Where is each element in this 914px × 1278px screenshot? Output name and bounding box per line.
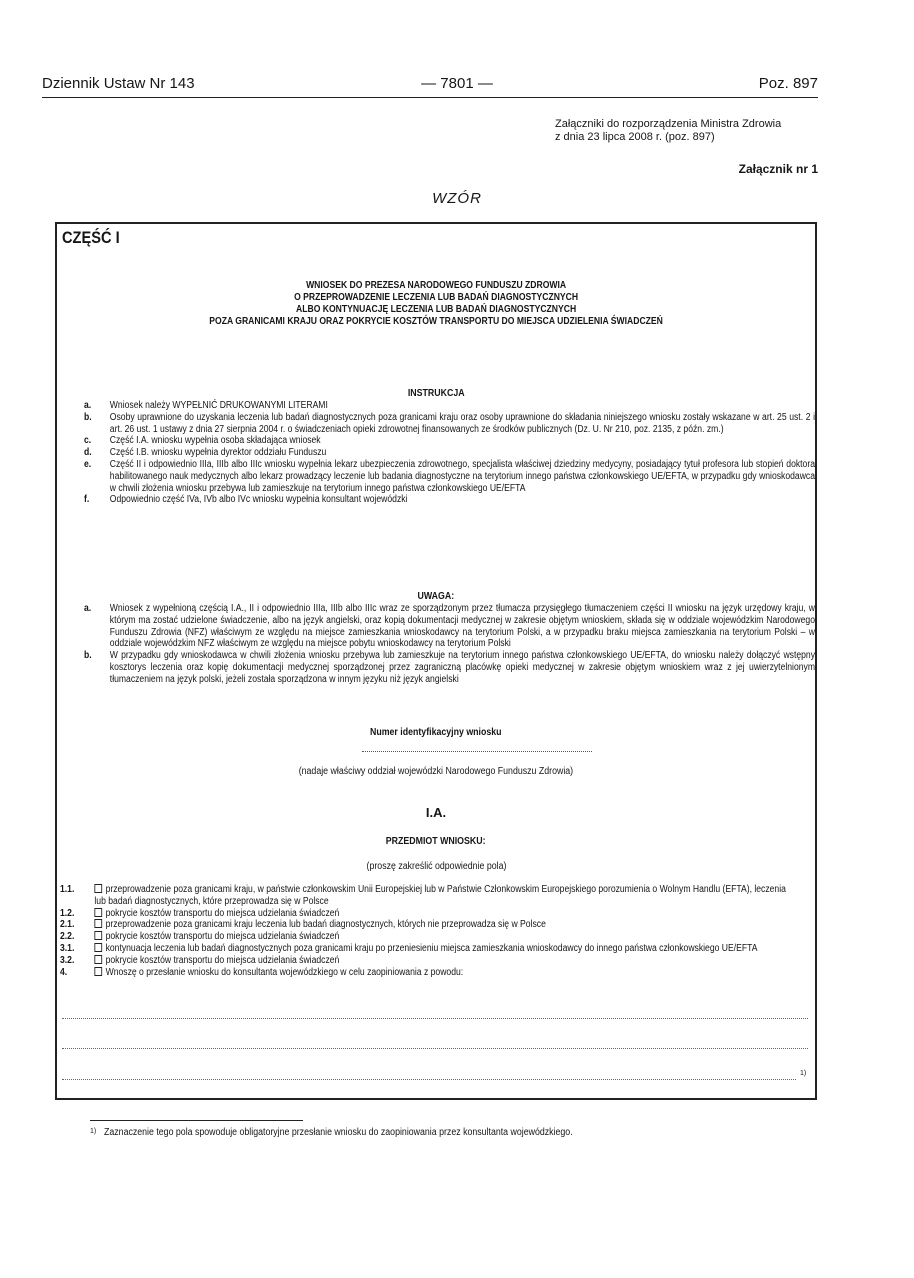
attachments-note xyxy=(555,118,781,144)
template-label: WZÓR xyxy=(432,190,482,207)
id-label: Numer identyfikacyjny wniosku xyxy=(370,727,502,738)
checkbox[interactable] xyxy=(94,967,102,976)
form-title xyxy=(62,280,810,328)
id-note: (nadaje właściwy oddział wojewódzki Narodowego Funduszu Zdrowia) xyxy=(298,766,574,777)
option-row: 3.1. kontynuacja leczenia lub badań diagnostycznych poza granicami kraju po przeniesieniu miejsca zamieszkania wnioskodawcy do innego państwa członkowskiego UE/EFTA xyxy=(60,942,758,954)
form-title-line: WNIOSEK DO PREZESA NARODOWEGO FUNDUSZU ZDROWIA xyxy=(306,280,567,291)
option-row: 4. Wnoszę o przesłanie wniosku do konsultanta wojewódzkiego w celu zaopiniowania z powodu: xyxy=(60,966,464,978)
checkbox[interactable] xyxy=(94,908,102,917)
checkbox[interactable] xyxy=(94,931,102,940)
option-row: 1.1. przeprowadzenie poza granicami kraju, w państwie członkowskim Unii Europejskiej lub w Państwie Członkowskim Europejskiego porozumienia o Wolnym Handlu (EFTA), leczenia lub badań diagnostycznych, które przeprowadza się w Polsce xyxy=(60,884,786,907)
list-item: b. Osoby uprawnione do uzyskania leczenia lub badań diagnostycznych poza granicami kraju oraz osoby uprawnione do składania niniejszego wniosku zostały wskazane w art. 25 ust. 2 i art. 26 ust. 1 ustawy z dnia 27 sierpnia 2004 r. o świadczeniach opieki zdrowotnej finansowanych ze środków publicznych (Dz. U. Nr 210, poz. 2135, z późn. zm.) xyxy=(84,411,816,435)
footnote-rule xyxy=(90,1120,303,1121)
checkbox[interactable] xyxy=(94,955,102,964)
subject-options xyxy=(60,884,800,978)
journal-name: Dziennik Ustaw Nr 143 xyxy=(42,75,195,92)
checkbox[interactable] xyxy=(94,919,102,928)
footnote-text: Zaznaczenie tego pola spowoduje obligatoryjne przesłanie wniosku do zaopiniowania przez konsultanta wojewódzkiego. xyxy=(104,1127,573,1138)
option-row: 1.2. pokrycie kosztów transportu do miejsca udzielania świadczeń xyxy=(60,907,340,919)
checkbox[interactable] xyxy=(94,884,102,893)
part-heading: CZĘŚĆ I xyxy=(62,228,120,247)
position-number: Poz. 897 xyxy=(758,75,818,92)
id-input-line[interactable] xyxy=(362,751,592,752)
notes-heading: UWAGA: xyxy=(417,591,455,602)
list-item: b. W przypadku gdy wnioskodawca w chwili złożenia wniosku przebywa lub zamieszkuje na terytorium innego państwa członkowskiego UE/EFTA, do wniosku należy dołączyć wstępny kosztorys leczenia oraz kopię dokumentacji medycznej sporządzonej przez zagraniczną placówkę opieki medycznej w zakresie objętym wnioskiem wraz z jej uwierzytelnionym tłumaczeniem na język polski, jeżeli została sporządzona w innym języku niż język angielski xyxy=(84,650,816,685)
instructions-list xyxy=(84,400,815,506)
option-row: 2.2. pokrycie kosztów transportu do miejsca udzielania świadczeń xyxy=(60,931,340,943)
reason-line[interactable] xyxy=(62,1048,808,1049)
list-item: e. Część II i odpowiednio IIIa, IIIb albo IIIc wniosku wypełnia lekarz ubezpieczenia zdrowotnego, specjalista właściwej dziedziny medycyny, posiadający tytuł profesora lub stopień doktora habilitowanego nauk medycznych albo lekarz prowadzący leczenie lub badania diagnostyczne na terytorium innego państwa członkowskiego UE/EFTA, w przypadku gdy wnioskodawca w chwili złożenia wniosku przebywa lub zamieszkuje na terytorium innego państwa członkowskiego UE/EFTA xyxy=(84,458,816,494)
attachment-number: Załącznik nr 1 xyxy=(738,162,818,176)
footnote-reference: 1) xyxy=(800,1070,807,1077)
list-item: f. Odpowiednio część IVa, IVb albo IVc wniosku wypełnia konsultant wojewódzki xyxy=(84,494,408,506)
attachments-note-line2: z dnia 23 lipca 2008 r. (poz. 897) xyxy=(555,131,715,143)
page-number: — 7801 — xyxy=(421,75,493,92)
form-title-line: ALBO KONTYNUACJĘ LECZENIA LUB BADAŃ DIAGNOSTYCZNYCH xyxy=(296,304,577,315)
subject-heading: PRZEDMIOT WNIOSKU: xyxy=(386,836,486,847)
option-row: 2.1. przeprowadzenie poza granicami kraju leczenia lub badań diagnostycznych, których nie przeprowadza się w Polsce xyxy=(60,919,546,931)
list-item: a. Wniosek należy WYPEŁNIĆ DRUKOWANYMI LITERAMI xyxy=(84,400,328,411)
reason-line[interactable] xyxy=(62,1079,796,1080)
attachments-note-line1: Załączniki do rozporządzenia Ministra Zdrowia xyxy=(555,118,782,130)
form-title-line: POZA GRANICAMI KRAJU ORAZ POKRYCIE KOSZTÓW TRANSPORTU DO MIEJSCA UDZIELENIA ŚWIADCZEŃ xyxy=(209,316,663,327)
instructions-heading: INSTRUKCJA xyxy=(407,388,465,399)
checkbox[interactable] xyxy=(94,943,102,952)
list-item: c. Część I.A. wniosku wypełnia osoba składająca wniosek xyxy=(84,435,321,447)
notes-list xyxy=(84,603,815,686)
form-title-line: O PRZEPROWADZENIE LECZENIA LUB BADAŃ DIAGNOSTYCZNYCH xyxy=(294,292,579,303)
option-row: 3.2. pokrycie kosztów transportu do miejsca udzielania świadczeń xyxy=(60,954,340,966)
header-rule xyxy=(42,97,818,98)
subject-hint: (proszę zakreślić odpowiednie pola) xyxy=(366,861,506,872)
reason-line[interactable] xyxy=(62,1018,808,1019)
list-item: a. Wniosek z wypełnioną częścią I.A., II i odpowiednio IIIa, IIIb albo IIIc wraz ze sporządzonym przez tłumacza przysięgłego tłumaczeniem części II wniosku na język urzędowy kraju, w którym ma zostać udzielone świadczenie, albo na język angielski, oraz kopią dokumentacji medycznej w zakresie objętym wnioskiem, składa się w oddziale wojewódzkim Narodowego Funduszu Zdrowia (NFZ) właściwym ze względu na miejsce zamieszkania wnioskodawcy na terytorium Polski, a w przypadku braku miejsca zamieszkania na terytorium Polski – w oddziale wojewódzkim NFZ właściwym ze względu na miejsce pobytu wnioskodawcy na terytorium Polski xyxy=(84,603,816,650)
list-item: d. Część I.B. wniosku wypełnia dyrektor oddziału Funduszu xyxy=(84,447,327,459)
section-heading: I.A. xyxy=(425,805,447,820)
footnote-number: 1) xyxy=(90,1128,97,1135)
